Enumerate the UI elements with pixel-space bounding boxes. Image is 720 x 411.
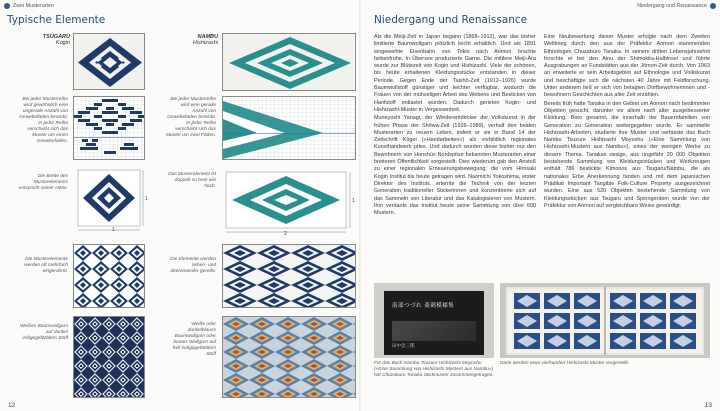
right-header-text: Niedergang und Renaissance <box>637 3 707 9</box>
body-column-1 <box>374 34 536 217</box>
nambu-label <box>168 34 218 46</box>
body-column-2 <box>544 34 710 210</box>
open-book-photo <box>500 283 710 358</box>
left-page-number: 12 <box>8 402 16 409</box>
hishizashi-fabric-photo <box>222 316 356 398</box>
left-page-title: Typische Elemente <box>7 14 106 26</box>
hishizashi-caption-4: Weiße oder dunkelblaues Baumwollgarn oder buntes Wollgarn auf hell indigogefärbtem Stoff <box>172 322 216 357</box>
hishizashi-diamond-pattern <box>222 33 356 91</box>
book-cover-photo <box>374 283 494 358</box>
kogin-width-label: 1 <box>112 227 115 233</box>
tsugaru-label-sub: Kogin <box>55 40 70 47</box>
hishizashi-caption-2: Das Musterelement ist doppelt so breit wie hoch. <box>168 172 216 189</box>
kogin-diamond-pattern <box>73 33 145 90</box>
kogin-caption-4: Weißes Baumwollgarn auf dunkel indigogefärbtem Stoff <box>20 324 68 341</box>
book-cover <box>384 291 484 355</box>
hishizashi-caption-1: Bei jeder Musterreihe wird eine gerade Anzahl von Gewebefäden bestickt. In jeder Reihe verschiebt sich das Muster um zwei Fäden. <box>166 97 216 138</box>
kogin-caption-1: Bei jeder Musterreihe wird gewöhnlich eine ungerade Anzahl von Gewebefäden bestickt. In jeder Reihe verschiebt sich das Muster um einen Gewebefaden. <box>19 97 68 144</box>
kogin-height-label: 1 <box>145 196 148 202</box>
book-cover-title: 南部つづれ 菱刺模様集 <box>392 303 455 309</box>
hishizashi-grid-chart <box>222 96 356 160</box>
header-dot-icon <box>4 3 10 9</box>
right-running-header <box>637 3 716 9</box>
nambu-label-main: NAMBU <box>197 34 218 40</box>
hishizashi-width-label: 2 <box>284 231 287 237</box>
left-header-text: Zwei Musterarten <box>13 3 54 9</box>
tsugaru-label-main: TSUGARU <box>42 34 70 40</box>
book-cover-author: 田中忠三郎 <box>392 344 415 349</box>
photo1-caption: Für das Buch Nambu Tsuzure Hishizashi Moyoshu (»Eine Sammlung von Hishizashi Mustern aus Nambu«) hat Chuzaburo Tanaka Stickmuster zusammengetragen. <box>374 361 494 378</box>
body-paragraph: Muneyoshi Yanagi, der Wiederentdecker der Volkskunst in der frühen Phase der Shōwa-Zeit (1926–1989), verhalf den beiden Musterarten zu neuem Leben, indem er sie in Band 14 der Zeitschrift Kōgei (»Handarbeiten«) als vorbildlich regionales Kunsthandwerk pries. Und dadurch wurden diese bisher nur den Bewohnern von Honshūs Nordspitze bekannten Musterarten einer breiteren Öffentlichkeit vorgestellt. Dies wiederum gab den Anstoß zu einer regionalen Erneuerungsbewegung; die vom Hirosaki Kogin Institut bis heute getragen wird. Naomichi Yokoshima, erster Direktor des Instituts, erlernte die Technik von der letzten Generation traditioneller Stickerinnen und konzentrierte sich auf das Sammeln von Literatur und das Katalogisieren von Mustern. Ihm verdankt das Institut heute seine Sammlung von über 600 Mustern. <box>374 115 536 217</box>
body-paragraph: Eine Neubewertung dieser Muster erfolgte nach dem Zweiten Weltkrieg durch den aus der Präfektur Aomori stammenden Ethnologen Chuzaburo Tanaka. In seinem dritten Lebensjahrzehnt forschte er bei den Ainu der Shimokita-Halbinsel und führte Ausgrabungen an Fundstätten aus der Jōmon-Zeit durch. Von 1963 an erweiterte er sein Arbeitsgebiet auf Ethnologie und Volkskunst und beschäftigte sich die nächsten 40 Jahre mit Feldforschung. Unter anderem ließ er sich von betagten Dorfbewohnerinnen und -bewohnern Geschichten aus alter Zeit erzählen. <box>544 34 710 99</box>
right-page-number: 13 <box>704 402 712 409</box>
kogin-fabric-photo <box>73 316 145 398</box>
body-paragraph: Als die Meiji-Zeit in Japan begann (1868–1912), war das bisher limitierte Baumwollgarn plötzlich leicht erhältlich. Und als 1891 eingeweihte Eisenbahn von Tokio nach Aomori brachte farbenfrohe, in Übersee produzierte Garne. Die mittlere Meiji-Ära wurde zur Blütezeit von Kogin und Hishizashi. Viele der schönen, bis heute erhaltenen Kleidungsstücke entstanden in dieser Periode. Gegen Ende der Taishō-Zeit (1912–1926) wurde Baumwollstoff günstiger und leichter verfügbar, wodurch die Frauen von der mühseligen Arbeit des Webens und Besticken von Hanfstoff entlastet wurden. Dadurch gerieten Kogin- und Hishizashi-Muster in Vergessenheit. <box>374 34 536 113</box>
hishizashi-repeat-pattern <box>222 244 356 308</box>
hishizashi-proportion-diagram <box>222 168 356 238</box>
nambu-label-sub: Hishizashi <box>192 40 218 47</box>
kogin-proportion-diagram <box>73 166 145 234</box>
body-paragraph: Bereits früh hatte Tanaka in den Gebiet um Aomori nach bestimmten Objekten gesucht, darunter vor allem nach alter ausgebesserter Kleidung, Boro genannt, die innerhalb der Bauernfamilien von Generation zu Generation weitergegeben wurde. Er sammelte Hishizashi-Arbeiten, studierte ihre Muster und verfasste das Buch Nambu Tsuzure Hishizashi Moyoshu (»Eine Sammlung von Hishizashi-Mustern aus Nambu«), eines der wenigen Werke zu diesem Thema. Tanakas riesige, aus ungefähr 20 000 Objekten bestehende Sammlung von Kleidungsstücken und Werkzeugen enthält 786 bestickte Kimonos aus Tsugaru/Nambu, die als nationales Erbe Anerkennung fanden und mit dem japanischen Prädikat Important Tangible Folk-Culture Property ausgezeichnet wurden. Eine aus 520 Objekten bestehende Sammlung von Kleidungsstücken aus Tsugaru und Spinngeräten wurde von der Präfektur von Aomori auf vergleichbare Weise gewürdigt. <box>544 100 710 209</box>
book-gutter <box>359 0 361 411</box>
book-cover-image <box>392 321 476 341</box>
kogin-framed-pattern <box>73 244 145 308</box>
kogin-grid-chart <box>73 96 145 160</box>
photo2-caption: Darin werden etwa vierhundert Hishizashi Muster vorgestellt. <box>500 361 630 366</box>
left-running-header <box>4 3 54 9</box>
header-dot-icon <box>710 3 716 9</box>
hishizashi-height-label: 1 <box>352 198 355 204</box>
tsugaru-label <box>20 34 70 46</box>
kogin-caption-2: Die Breite des Musterelements entspricht seiner Höhe. <box>18 174 68 191</box>
right-page-title: Niedergang und Renaissance <box>374 14 528 26</box>
kogin-caption-3: Die Musterelemente werden oft mehrfach eingerahmt. <box>24 257 68 274</box>
hishizashi-caption-3: Die Elemente werden neben- und übereinander gereiht. <box>170 257 216 274</box>
